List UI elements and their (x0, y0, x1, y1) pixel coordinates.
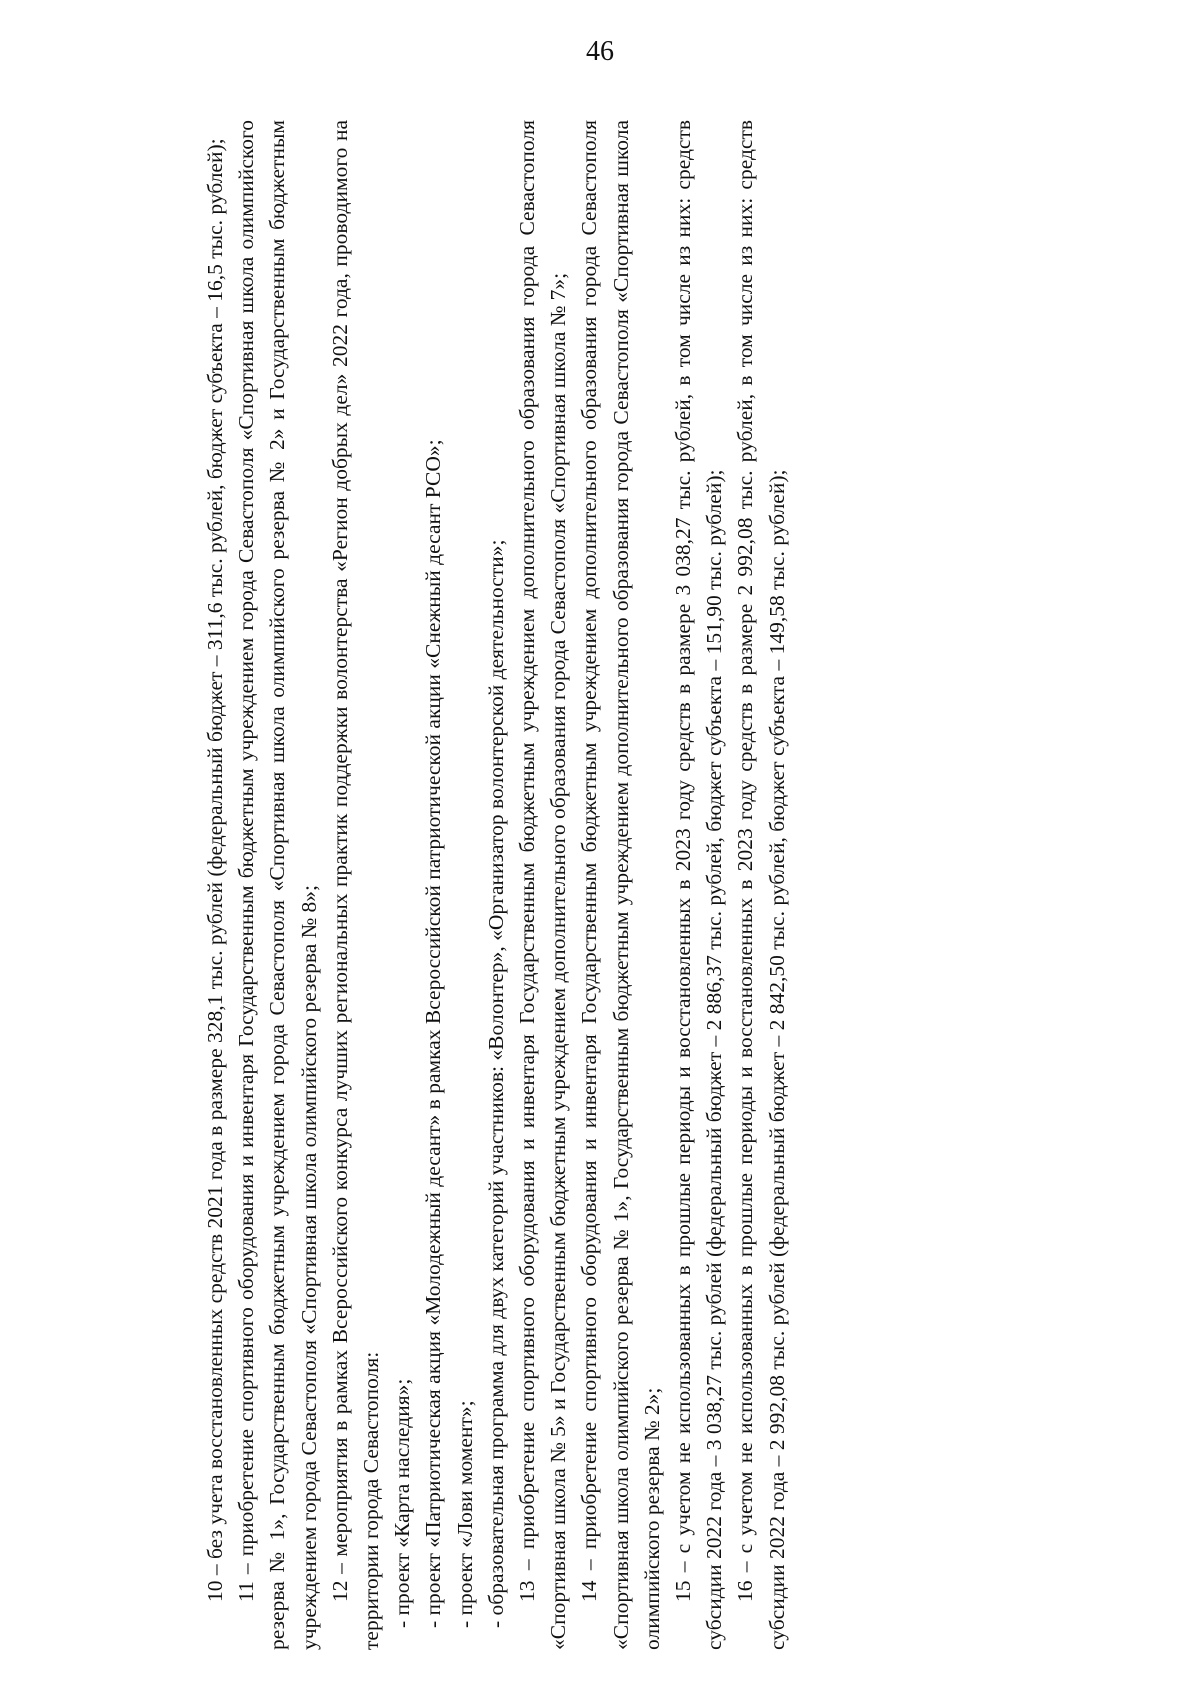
footnotes-text (200, 120, 793, 1650)
footnote-12-item-2: - проект «Патриотическая акция «Молодежный десант» в рамках Всероссийской патриотической акции «Снежный десант РСО»; (421, 439, 446, 1628)
footnote-11: 11 – приобретение спортивного оборудования и инвентаря Государственным бюджетным учреждением города Севастополя «Спортивная школа олимпийского резерва № 1», Государственным бюджетным учреждением города Севастополя «Спортивная школа олимпийского резерва № 2» и Государственным бюджетным учреждением города Севастополя «Спортивная школа олимпийского резерва № 8»; (234, 120, 321, 1650)
footnote-13: 13 – приобретение спортивного оборудования и инвентаря Государственным бюджетным учреждением дополнительного образования города Севастополя «Спортивная школа № 5» и Государственным бюджетным учреждением дополнительного образования города Севастополя «Спортивная школа № 7»; (515, 120, 571, 1650)
footnote-10: 10 – без учета восстановленных средств 2021 года в размере 328,1 тыс. рублей (федеральный бюджет – 311,6 тыс. рублей, бюджет субъекта – 16,5 тыс. рублей); (203, 138, 227, 1602)
footnote-12-item-3: - проект «Лови момент»; (452, 1400, 477, 1628)
footnote-12: 12 – мероприятия в рамках Всероссийского конкурса лучших региональных практик поддержки волонтерства «Регион добрых дел» 2022 года, проводимого на территории города Севастополя: (327, 120, 384, 1650)
footnote-16: 16 – с учетом не использованных в прошлые периоды и восстановленных в 2023 году средств в размере 2 992,08 тыс. рублей, в том числе из них: средств субсидии 2022 года – 2 992,08 тыс. рублей (федеральный бюджет – 2 842,50 тыс. рублей, бюджет субъекта – 149,58 тыс. рублей); (733, 120, 789, 1650)
footnote-15: 15 – с учетом не использованных в прошлые периоды и восстановленных в 2023 году средств в размере 3 038,27 тыс. рублей, в том числе из них: средств субсидии 2022 года – 3 038,27 тыс. рублей (федеральный бюджет – 2 886,37 тыс. рублей, бюджет субъекта – 151,90 тыс. рублей); (671, 120, 727, 1650)
footnote-12-item-1: - проект «Карта наследия»; (390, 1378, 415, 1628)
footnote-12-item-4: - образовательная программа для двух категорий участников: «Волонтер», «Организатор волонтерской деятельности»; (483, 539, 508, 1628)
page-number: 46 (586, 36, 614, 67)
footnote-14: 14 – приобретение спортивного оборудования и инвентаря Государственным бюджетным учреждением дополнительного образования города Севастополя «Спортивная школа олимпийского резерва № 1», Государственным бюджетным учреждением дополнительного образования города Севастополя «Спортивная школа олимпийского резерва № 2»; (577, 120, 664, 1650)
rotated-page-body (200, 120, 1050, 1650)
